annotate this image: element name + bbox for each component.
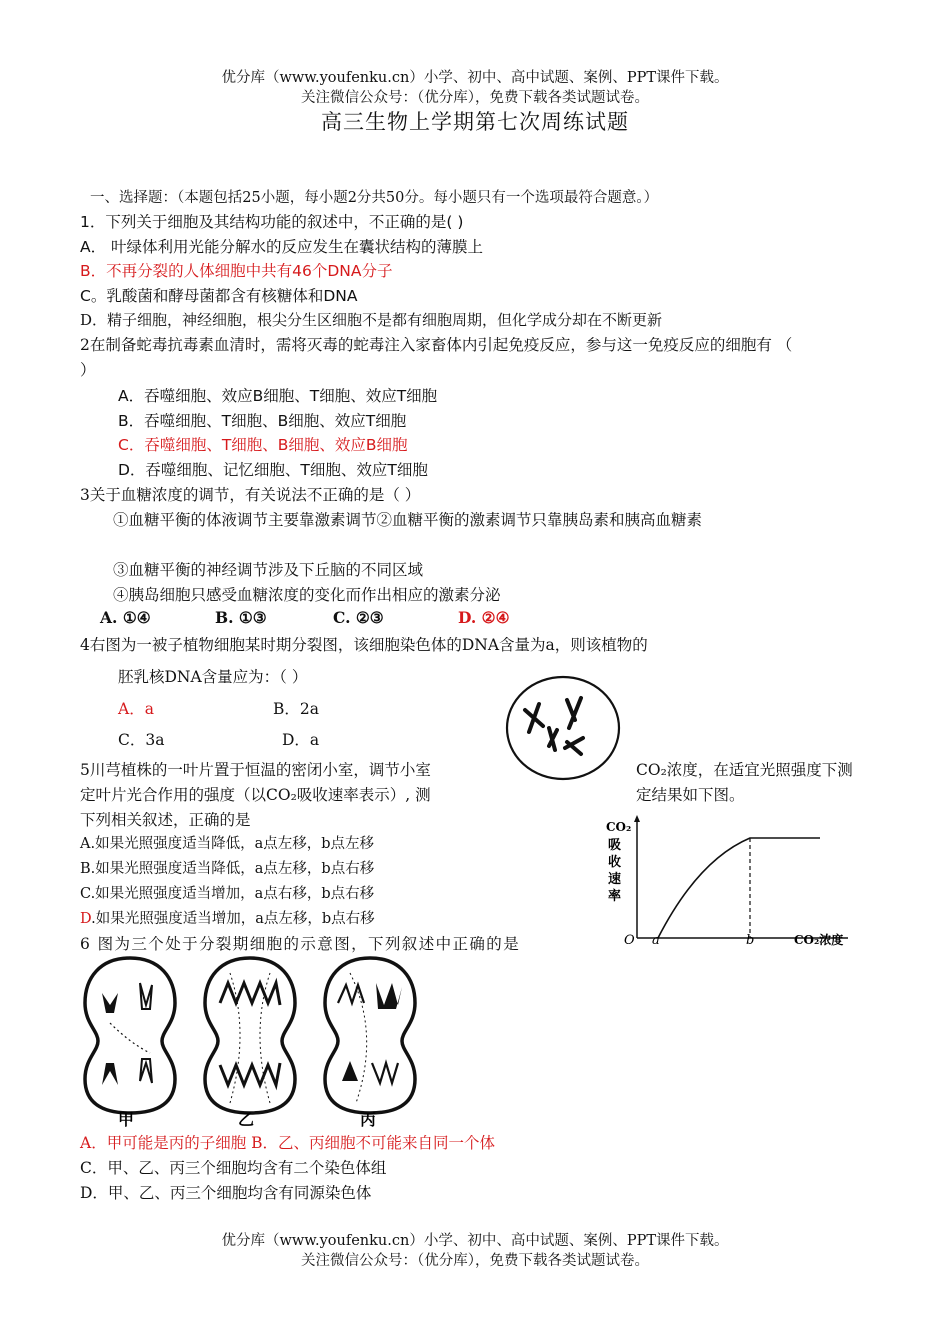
q2-stem-end: ） [80,361,96,379]
origin-label: O [624,933,635,948]
q4-option-d: D．a [282,731,320,749]
y-axis-arrow-icon [634,815,640,822]
q6-option-a-b: A．甲可能是丙的子细胞 B．乙、丙细胞不可能来自同一个体 [80,1134,496,1152]
x-label: CO₂浓度 [794,933,844,947]
label-jia: 甲 [118,1110,135,1128]
chromosome-icon [140,983,152,1009]
q4-stem: 4右图为一被子植物细胞某时期分裂图，该细胞染色体的DNA含量为a，则该植物的 [80,636,648,654]
q5-line-1: 5川芎植株的一叶片置于恒温的密闭小室，调节小室 [80,761,431,779]
q4-option-c: C．3a [118,731,165,749]
q3-option-c: C. ②③ [333,608,384,627]
q6-option-c: C．甲、乙、丙三个细胞均含有二个染色体组 [80,1159,387,1177]
q3-option-a: A. ①④ [100,608,151,627]
y-label-4: 速 [608,872,622,887]
header-line-1: 优分库（www.youfenku.cn）小学、初中、高中试题、案例、PPT课件下载。 [221,70,729,86]
cell-jia [85,958,175,1113]
chromosome-icon [102,1063,118,1085]
q6-stem: 6 图为三个处于分裂期细胞的示意图，下列叙述中正确的是 [80,935,521,953]
q3-statement-1-2: ①血糖平衡的体液调节主要靠激素调节②血糖平衡的激素调节只靠胰岛素和胰高血糖素 [113,511,703,529]
chromosomes-icon [525,698,583,754]
q2-option-b: B．吞噬细胞、T细胞、B细胞、效应T细胞 [118,412,407,430]
q2-option-a: A．吞噬细胞、效应B细胞、T细胞、效应T细胞 [118,387,438,405]
q5-option-b: B.如果光照强度适当降低，a点左移，b点右移 [80,861,375,877]
cell-bing [325,958,415,1113]
rate-curve [658,838,820,938]
y-label-co2: CO₂ [606,820,632,834]
point-a-label: a [652,933,660,948]
q2-stem: 2在制备蛇毒抗毒素血清时，需将灭毒的蛇毒注入家畜体内引起免疫反应，参与这一免疫反应的细胞有 （ [80,336,793,354]
section-heading: 一、选择题：（本题包括25小题，每小题2分共50分。每小题只有一个选项最符合题意。） [90,190,659,206]
footer-line-1: 优分库（www.youfenku.cn）小学、初中、高中试题、案例、PPT课件下载。 [221,1233,729,1249]
q5-line-2: 定叶片光合作用的强度（以CO₂吸收速率表示）, 测 [80,786,431,804]
q6-cells-figure [80,953,420,1128]
q1-option-c: C。乳酸菌和酵母菌都含有核糖体和DNA [80,287,358,305]
q3-stem: 3关于血糖浓度的调节，有关说法不正确的是（ ） [80,486,421,504]
q2-option-c: C．吞噬细胞、T细胞、B细胞、效应B细胞 [118,436,408,454]
q1-option-b: B．不再分裂的人体细胞中共有46个DNA分子 [80,262,393,280]
header-line-2: 关注微信公众号：（优分库），免费下载各类试题试卷。 [301,90,649,106]
q5-option-a: A.如果光照强度适当降低，a点左移，b点左移 [80,836,375,852]
q5-line-1-right: CO₂浓度，在适宜光照强度下测 [636,761,853,779]
y-label-3: 收 [608,855,622,870]
q3-option-b: B. ①③ [215,608,267,627]
chromosome-icon [372,1063,398,1083]
q4-option-a: A．a [118,700,154,718]
label-yi: 乙 [238,1110,255,1128]
chromosome-icon [338,985,364,1003]
q3-statement-4: ④胰岛细胞只感受血糖浓度的变化而作出相应的激素分泌 [113,586,501,604]
chromosome-icon [376,983,402,1009]
q5-option-d-text: .如果光照强度适当增加，a点左移，b点右移 [91,911,375,927]
q1-option-a: A． 叶绿体利用光能分解水的反应发生在囊状结构的薄膜上 [80,238,484,256]
cell-membrane [507,677,619,779]
label-bing: 丙 [360,1110,377,1128]
page-title: 高三生物上学期第七次周练试题 [321,110,629,134]
q3-option-d: D. ②④ [458,608,510,627]
point-b-label: b [746,933,755,948]
y-label-5: 率 [608,889,622,904]
q1-option-d: D．精子细胞，神经细胞，根尖分生区细胞不是都有细胞周期，但化学成分却在不断更新 [80,311,663,329]
q2-option-d: D．吞噬细胞、记忆细胞、T细胞、效应T细胞 [118,461,428,479]
co2-rate-graph [598,810,860,952]
chromosome-icon [220,983,280,1005]
q5-line-2-right: 定结果如下图。 [636,786,745,804]
q5-option-d: D.如果光照强度适当增加，a点左移，b点右移 [80,911,375,927]
q4-option-b: B．2a [273,700,319,718]
footer-line-2: 关注微信公众号：（优分库），免费下载各类试题试卷。 [301,1253,649,1269]
chromosome-icon [220,1063,280,1085]
cell-yi [205,958,295,1113]
y-label-2: 吸 [608,838,622,853]
q1-stem: 1．下列关于细胞及其结构功能的叙述中，不正确的是( ) [80,213,464,231]
chromosome-icon [102,993,118,1013]
q4-cell-figure [495,670,635,788]
q5-line-3: 下列相关叙述，正确的是 [80,811,251,829]
q4-stem-2: 胚乳核DNA含量应为：（ ） [118,668,308,686]
q5-option-c: C.如果光照强度适当增加，a点右移，b点右移 [80,886,375,902]
chromosome-icon [140,1059,152,1083]
chromosome-icon [342,1061,358,1081]
q3-statement-3: ③血糖平衡的神经调节涉及下丘脑的不同区域 [113,561,424,579]
q6-option-d: D．甲、乙、丙三个细胞均含有同源染色体 [80,1184,372,1202]
